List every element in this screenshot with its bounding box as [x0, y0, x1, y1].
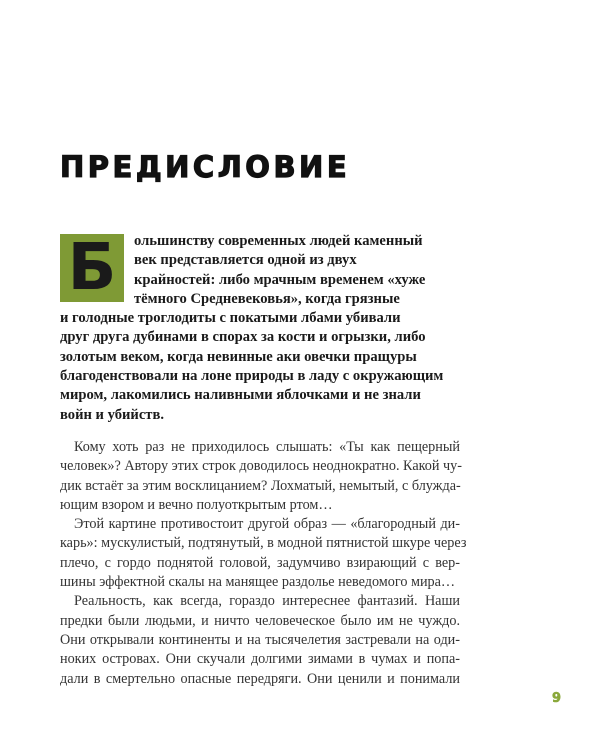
text-line: ноких островах. Они скучали долгими зимами в чумах и попа-: [60, 651, 460, 668]
text-line: шины эффектной скалы на манящее раздолье неведомого мира…: [60, 574, 456, 591]
text-line: Они открывали континенты и на тысячелетия застревали на оди-: [60, 631, 460, 648]
text-line: ющим взором и вечно полуоткрытым ртом…: [60, 496, 333, 513]
page-title: ПРЕДИСЛОВИЕ: [60, 150, 351, 184]
intro-line: золотым веком, когда невинные аки овечки пращуры: [60, 348, 417, 365]
paragraph: [60, 592, 460, 688]
intro-line: благоденствовали на лоне природы в ладу с окружающим: [60, 368, 444, 385]
page-number: 9: [552, 691, 562, 706]
body-text: [60, 438, 467, 689]
intro-line: войн и убийств.: [60, 406, 164, 423]
text-line: предки были людьми, и ничто человеческое было им не чуждо.: [60, 612, 460, 629]
intro-line: тёмного Средневековья», когда грязные: [134, 290, 400, 307]
text-line: дали в смертельно опасные передряги. Они ценили и понимали: [60, 670, 460, 687]
text-line: Кому хоть раз не приходилось слышать: «Ты как пещерный: [74, 439, 460, 455]
text-line: карь»: мускулистый, подтянутый, в модной пятнистой шкуре через: [60, 535, 467, 552]
intro-line: друг друга дубинами в спорах за кости и огрызки, либо: [60, 329, 426, 346]
intro-line: и голодные троглодиты с покатыми лбами убивали: [60, 310, 401, 327]
text-line: человек»? Автору этих строк доводилось неоднократно. Какой чу-: [60, 458, 462, 475]
text-line: плечо, с гордо поднятой головой, задумчиво взирающий с вер-: [60, 554, 460, 571]
intro-line: ольшинству современных людей каменный: [134, 233, 423, 249]
paragraph: [60, 438, 460, 515]
paragraph: [60, 515, 467, 592]
intro-paragraph: [60, 232, 460, 425]
drop-cap: Б: [60, 234, 124, 302]
text-line: Этой картине противостоит другой образ — «благородный ди-: [74, 516, 460, 533]
text-line: дик встаёт за этим восклицанием? Лохматый, немытый, с блужда-: [60, 477, 461, 494]
intro-line: век представляется одной из двух: [134, 252, 357, 269]
intro-line: миром, лакомились наливными яблочками и не знали: [60, 387, 421, 404]
intro-line: крайностей: либо мрачным временем «хуже: [134, 271, 426, 288]
text-line: Реальность, как всегда, гораздо интереснее фантазий. Наши: [74, 593, 460, 610]
